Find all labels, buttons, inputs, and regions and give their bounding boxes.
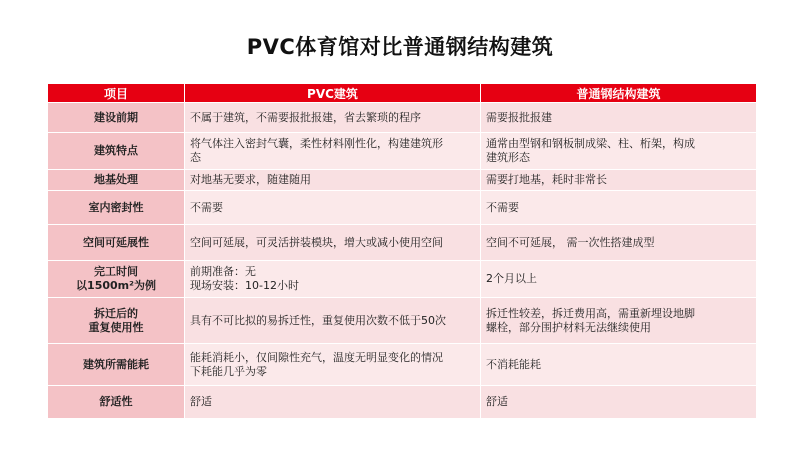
table-row [48, 191, 757, 225]
table-row [48, 261, 757, 298]
pvc-cell-line: 现场安装：10-12小时 [190, 279, 299, 292]
comparison-table [47, 83, 757, 419]
row-label [48, 225, 185, 261]
pvc-cell-line: 能耗消耗小，仅间隙性充气，温度无明显变化的情况 [190, 350, 443, 364]
steel-cell-line: 2个月以上 [486, 272, 537, 285]
pvc-cell [185, 191, 481, 225]
row-label-line: 重复使用性 [88, 320, 144, 334]
pvc-cell-line: 对地基无要求，随建随用 [190, 173, 311, 186]
header-item: 项目 [48, 84, 185, 103]
pvc-cell [185, 225, 481, 261]
row-label [48, 103, 185, 133]
pvc-cell-line: 态 [190, 151, 201, 164]
steel-cell [481, 170, 757, 191]
header-pvc: PVC建筑 [185, 84, 481, 103]
steel-cell-line: 建筑形态 [486, 151, 530, 164]
row-label [48, 261, 185, 298]
row-label [48, 191, 185, 225]
steel-cell [481, 261, 757, 298]
steel-cell [481, 386, 757, 419]
pvc-cell-line: 下耗能几乎为零 [190, 364, 267, 378]
steel-cell [481, 103, 757, 133]
pvc-cell-line: 不属于建筑，不需要报批报建，省去繁琐的程序 [190, 110, 421, 124]
steel-cell-line: 不需要 [486, 200, 519, 214]
row-label [48, 133, 185, 170]
pvc-cell [185, 298, 481, 344]
steel-cell [481, 191, 757, 225]
row-label-line: 拆迁后的 [94, 306, 138, 320]
row-label-line: 空间可延展性 [83, 235, 149, 249]
steel-cell [481, 133, 757, 170]
pvc-cell-line: 前期准备：无 [190, 265, 256, 278]
pvc-cell [185, 261, 481, 298]
pvc-cell-line: 具有不可比拟的易拆迁性，重复使用次数不低于50次 [190, 313, 446, 327]
steel-cell [481, 225, 757, 261]
steel-cell-line: 通常由型钢和钢板制成梁、柱、桁架，构成 [486, 137, 695, 150]
pvc-cell-line: 空间可延展，可灵活拼装模块，增大或减小使用空间 [190, 235, 443, 249]
table-row [48, 103, 757, 133]
row-label [48, 170, 185, 191]
row-label-line: 地基处理 [94, 173, 138, 186]
pvc-cell [185, 386, 481, 419]
row-label [48, 344, 185, 386]
steel-cell-line: 螺栓，部分围护材料无法继续使用 [486, 320, 651, 334]
steel-cell-line: 需要报批报建 [486, 110, 552, 124]
row-label [48, 298, 185, 344]
steel-cell-line: 拆迁性较差，拆迁费用高，需重新埋设地脚 [486, 306, 695, 320]
pvc-cell-line: 不需要 [190, 200, 223, 214]
table-row [48, 133, 757, 170]
pvc-cell [185, 133, 481, 170]
pvc-cell-line: 将气体注入密封气囊，柔性材料刚性化，构建建筑形 [190, 137, 443, 150]
steel-cell-line: 需要打地基，耗时非常长 [486, 173, 607, 186]
row-label [48, 386, 185, 419]
table-row [48, 225, 757, 261]
row-label-line: 舒适性 [99, 395, 133, 408]
table-row [48, 298, 757, 344]
table-row [48, 170, 757, 191]
table-header-row [48, 84, 757, 103]
steel-cell-line: 舒适 [486, 395, 508, 408]
row-label-line: 建设前期 [94, 110, 138, 124]
steel-cell-line: 空间不可延展， 需一次性搭建成型 [486, 235, 655, 249]
steel-cell-line: 不消耗能耗 [486, 357, 541, 371]
steel-cell [481, 298, 757, 344]
steel-cell [481, 344, 757, 386]
row-label-line: 以1500m²为例 [76, 279, 156, 292]
row-label-line: 建筑特点 [94, 144, 138, 157]
pvc-cell [185, 170, 481, 191]
row-label-line: 室内密封性 [88, 200, 144, 214]
row-label-line: 建筑所需能耗 [83, 357, 149, 371]
page-title: PVC体育馆对比普通钢结构建筑 [246, 35, 554, 59]
row-label-line: 完工时间 [94, 265, 138, 278]
header-steel: 普通钢结构建筑 [481, 84, 757, 103]
pvc-cell-line: 舒适 [190, 395, 212, 408]
table-row [48, 344, 757, 386]
pvc-cell [185, 103, 481, 133]
table-row [48, 386, 757, 419]
pvc-cell [185, 344, 481, 386]
